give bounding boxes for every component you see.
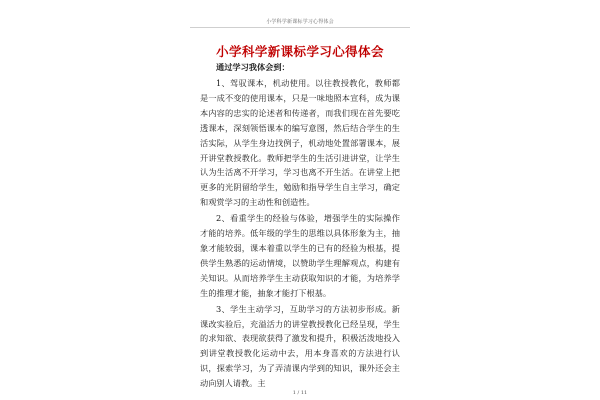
running-header: 小学科学新课标学习心得体会 xyxy=(266,19,334,25)
document-title: 小学科学新课标学习心得体会 xyxy=(216,44,384,59)
header-divider xyxy=(190,27,410,28)
paragraph-3: 3、学生主动学习，互助学习的方法初步形成。新课改实验后，充溢活力的讲堂教授教化已经呈现，学生的求知欲、表现欲获得了激发和提升，积极活泼地投入到讲堂教授教化运动中去，用本身喜欢的方法进行认识，探索学习，为了弄清课内学到的知识，课外还会主动向别人请教。主 xyxy=(200,303,400,389)
paragraph-1: 1、驾驭课本，机动使用。以往教授教化，教师都是一成不变的使用课本，只是一味地照本宣科，成为课本内容的忠实的论述者和传递者，而我们现在首先要吃透课本，深刻领悟课本的编写意图，然后结合学生的生活实际，从学生身边找例子，机动地处置部署课本，展开讲堂教授教化。教师把学生的生活引进讲堂，让学生认为生活离不开学习，学习也离不开生活。在讲堂上把更多的光阴留给学生，勉励和指导学生自主学习，确定和观赏学习的主动性和创造性。 xyxy=(200,78,400,208)
document-body xyxy=(200,60,400,392)
paragraph-2: 2、看重学生的经验与体验，增强学生的实际操作才能的培养。低年级的学生的思维以具体形象为主，抽象才能较弱，课本着重以学生的已有的经验为根基，提供学生熟悉的运动情境，以赞助学生理解观点，构建有关知识。从而培养学生主动获取知识的才能，为培养学生的推理才能，抽象才能打下根基。 xyxy=(200,213,400,298)
page-number: 1 / 11 xyxy=(292,390,308,396)
salutation: 通过学习我体会到： xyxy=(216,62,290,72)
